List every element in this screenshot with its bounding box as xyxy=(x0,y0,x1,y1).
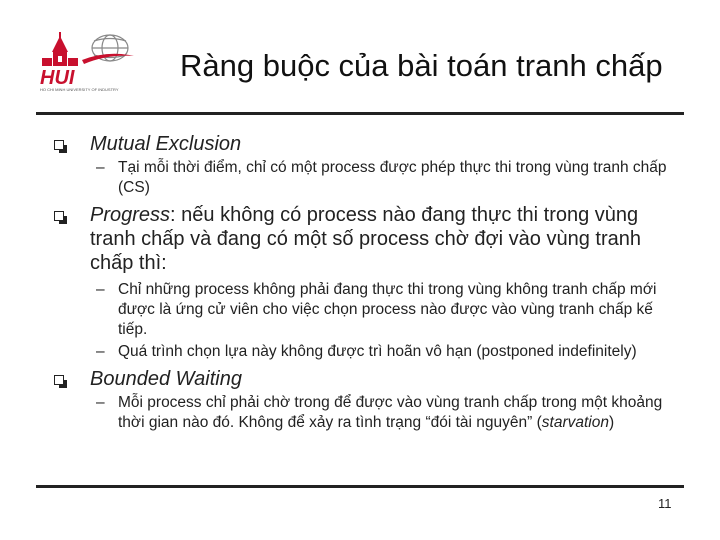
starvation-term: starvation xyxy=(541,414,609,431)
sub-bullet-text: Tại mỗi thời điểm, chỉ có một process được phép thực thi trong vùng tranh chấp (CS) xyxy=(118,159,667,196)
svg-text:HUI: HUI xyxy=(40,67,75,89)
progress-text: : nếu không có process nào đang thực thi trong vùng tranh chấp và đang có một số process chờ đợi vào vùng tranh chấp thì: xyxy=(90,204,641,274)
progress-label: Progress xyxy=(90,204,171,226)
university-logo xyxy=(38,30,138,92)
sub-bullet-end: ) xyxy=(608,414,615,431)
sub-bullet-mutual-exclusion xyxy=(52,158,684,198)
sub-bullet-text: Chỉ những process không phải đang thực thi trong vùng không tranh chấp mới được là ứng cử viên cho việc chọn process nào được vào vùng tranh chấp kế tiếp. xyxy=(118,281,657,338)
bounded-waiting-label: Bounded Waiting xyxy=(90,368,242,390)
dash-marker: – xyxy=(96,343,105,360)
bottom-divider xyxy=(36,485,684,488)
dash-marker: – xyxy=(96,159,105,176)
svg-text:HO CHI MINH UNIVERSITY OF INDU: HO CHI MINH UNIVERSITY OF INDUSTRY xyxy=(40,87,119,92)
square-bullet-icon xyxy=(54,211,64,221)
sub-bullet-text: Quá trình chọn lựa này không được trì hoãn vô hạn (postponed indefinitely) xyxy=(118,343,637,360)
slide-content xyxy=(52,132,684,433)
slide-title: Ràng buộc của bài toán tranh chấp xyxy=(180,48,663,83)
square-bullet-icon xyxy=(54,375,64,385)
sub-bullet-bounded-waiting xyxy=(52,393,684,433)
dash-marker: – xyxy=(96,281,105,298)
bullet-progress xyxy=(52,203,684,275)
sub-bullet-text: Mỗi process chỉ phải chờ trong để được vào vùng tranh chấp trong một khoảng thời gian nào đó. Không để xảy ra tình trạng “đói tài nguyên” ( xyxy=(118,394,663,431)
square-bullet-icon xyxy=(54,140,64,150)
dash-marker: – xyxy=(96,394,105,411)
bullet-bounded-waiting xyxy=(52,367,684,391)
top-divider xyxy=(36,112,684,115)
sub-bullet-progress-1 xyxy=(52,280,684,340)
sub-bullet-progress-2 xyxy=(52,342,684,362)
page-number: 11 xyxy=(658,496,672,511)
tower-icon xyxy=(42,32,78,66)
mutual-exclusion-label: Mutual Exclusion xyxy=(90,133,242,155)
bullet-mutual-exclusion xyxy=(52,132,684,156)
